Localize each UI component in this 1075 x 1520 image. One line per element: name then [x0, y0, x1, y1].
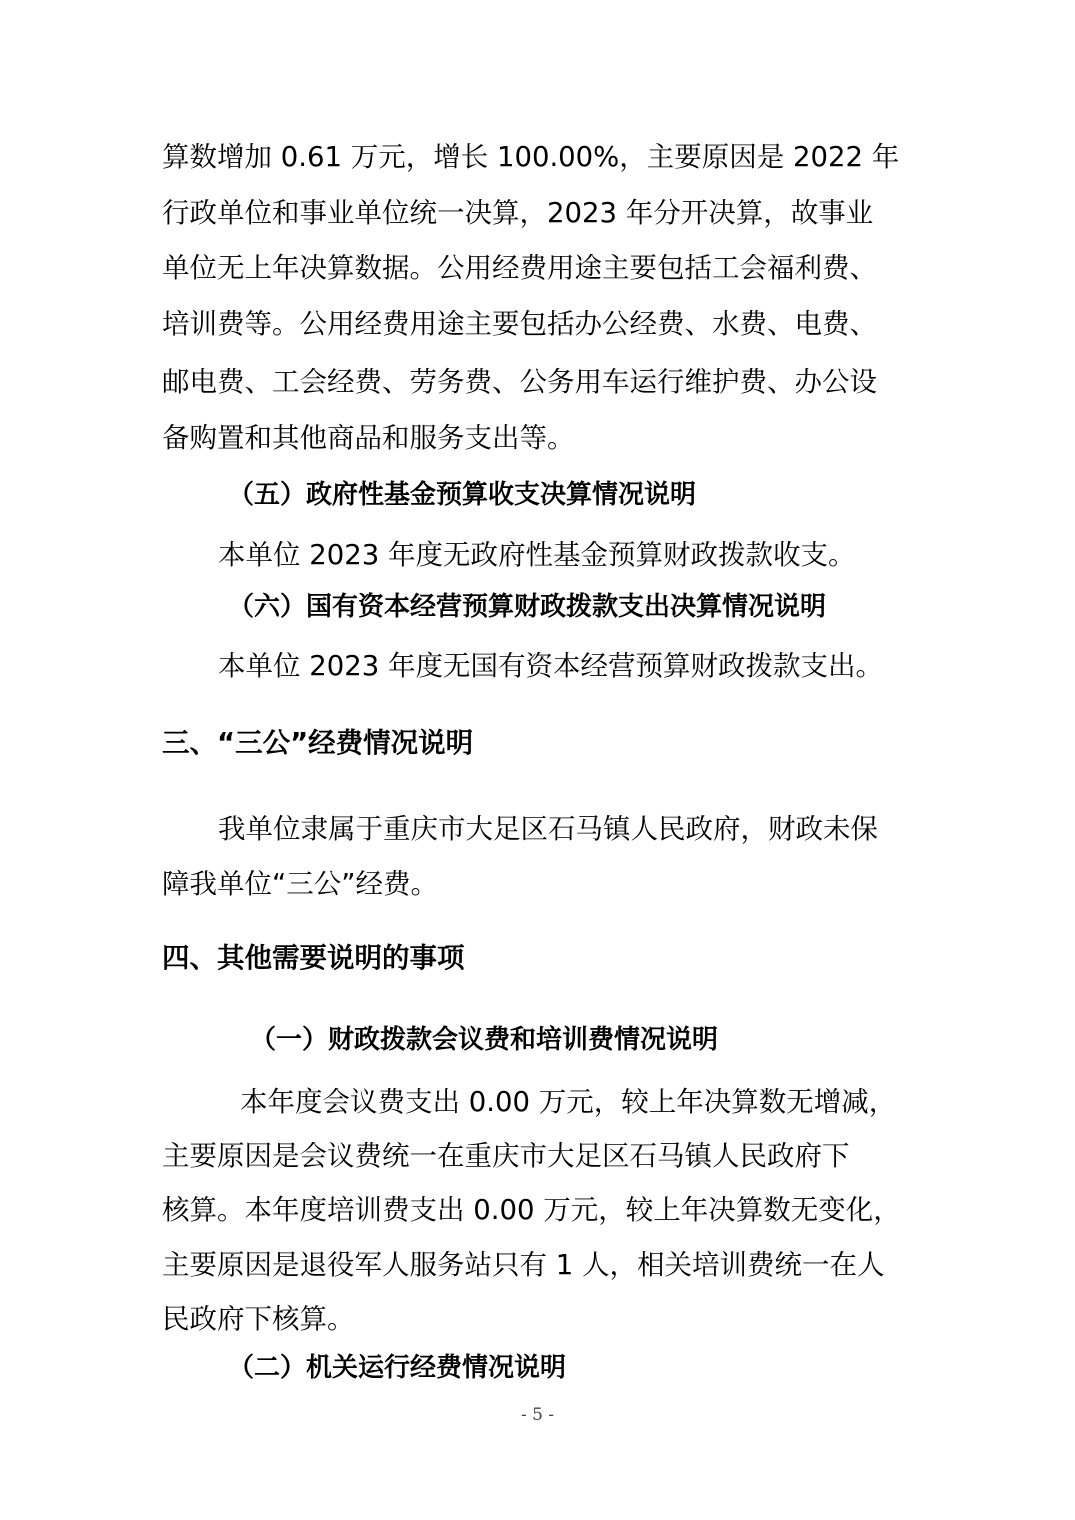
sub-4-1-title: （一）财政拨款会议费和培训费情况说明	[250, 1025, 719, 1055]
sub-4-1-line: 主要原因是退役军人服务站只有 1 人，相关培训费统一在人	[162, 1249, 885, 1281]
section-6-body: 本单位 2023 年度无国有资本经营预算财政拨款支出。	[218, 650, 883, 682]
paragraph-line: 行政单位和事业单位统一决算，2023 年分开决算，故事业	[162, 197, 874, 229]
section-5-title: （五）政府性基金预算收支决算情况说明	[228, 480, 697, 510]
paragraph-line: 单位无上年决算数据。公用经费用途主要包括工会福利费、	[162, 252, 877, 284]
heading-4-title: 四、其他需要说明的事项	[162, 942, 465, 974]
page-number: - 5 -	[520, 1405, 555, 1425]
paragraph-line: 备购置和其他商品和服务支出等。	[162, 422, 575, 454]
paragraph-line: 邮电费、工会经费、劳务费、公务用车运行维护费、办公设	[162, 366, 877, 398]
sub-4-2-title: （二）机关运行经费情况说明	[228, 1353, 567, 1383]
heading-3-line: 我单位隶属于重庆市大足区石马镇人民政府，财政未保	[218, 813, 878, 845]
section-5-body: 本单位 2023 年度无政府性基金预算财政拨款收支。	[218, 539, 856, 571]
section-6-title: （六）国有资本经营预算财政拨款支出决算情况说明	[228, 592, 827, 622]
sub-4-1-line: 主要原因是会议费统一在重庆市大足区石马镇人民政府下	[162, 1140, 850, 1172]
heading-3-title: 三、“三公”经费情况说明	[162, 727, 474, 759]
paragraph-line: 算数增加 0.61 万元，增长 100.00%，主要原因是 2022 年	[162, 141, 900, 173]
sub-4-1-line: 核算。本年度培训费支出 0.00 万元，较上年决算数无变化，	[162, 1194, 901, 1226]
heading-3-line: 障我单位“三公”经费。	[162, 868, 438, 900]
sub-4-1-line: 本年度会议费支出 0.00 万元，较上年决算数无增减，	[240, 1086, 897, 1118]
paragraph-line: 培训费等。公用经费用途主要包括办公经费、水费、电费、	[162, 308, 877, 340]
sub-4-1-line: 民政府下核算。	[162, 1303, 355, 1335]
